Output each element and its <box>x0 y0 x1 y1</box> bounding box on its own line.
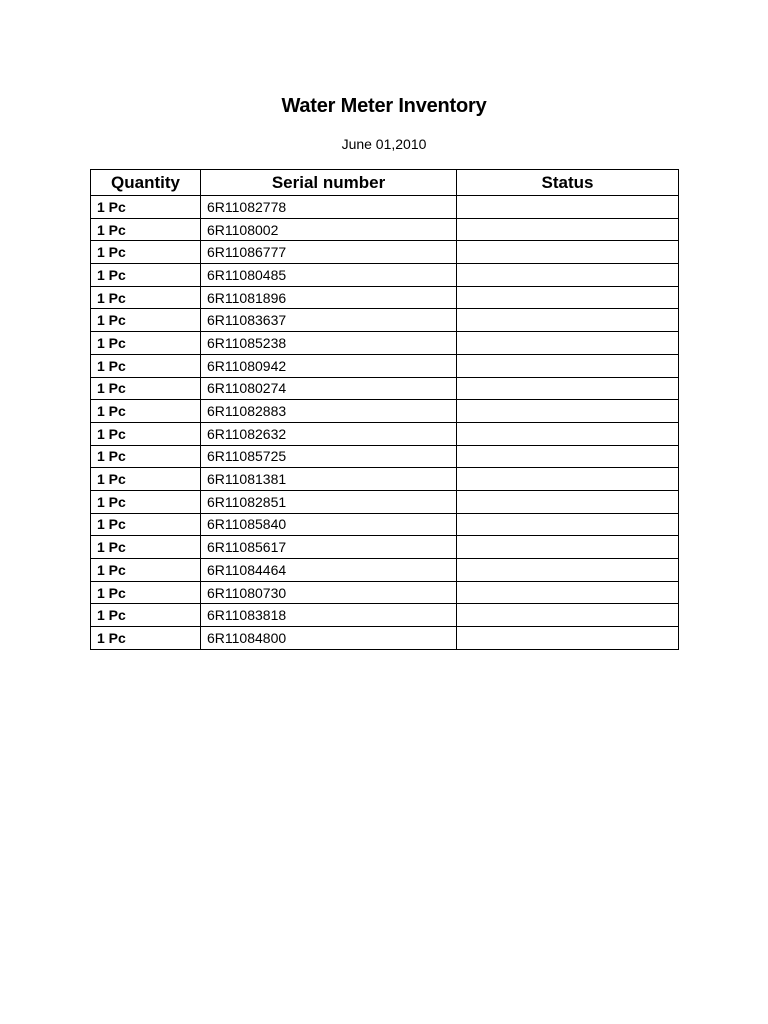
serial-number-cell: 6R11082851 <box>201 490 457 513</box>
table-row <box>91 422 679 445</box>
quantity-cell: 1 Pc <box>91 377 201 400</box>
column-header-status: Status <box>457 170 679 196</box>
table-row <box>91 604 679 627</box>
serial-number-cell: 6R11080485 <box>201 264 457 287</box>
status-cell <box>457 490 679 513</box>
document-date: June 01,2010 <box>341 136 427 152</box>
status-cell <box>457 264 679 287</box>
serial-number-cell: 6R11082778 <box>201 196 457 219</box>
serial-number-cell: 6R11082883 <box>201 400 457 423</box>
serial-number-cell: 6R11085840 <box>201 513 457 536</box>
serial-number-cell: 6R1108002 <box>201 218 457 241</box>
quantity-cell: 1 Pc <box>91 604 201 627</box>
serial-number-cell: 6R11083637 <box>201 309 457 332</box>
status-cell <box>457 422 679 445</box>
status-cell <box>457 536 679 559</box>
quantity-cell: 1 Pc <box>91 627 201 650</box>
table-row <box>91 627 679 650</box>
table-row <box>91 513 679 536</box>
serial-number-cell: 6R11085617 <box>201 536 457 559</box>
table-row <box>91 354 679 377</box>
quantity-cell: 1 Pc <box>91 332 201 355</box>
table-row <box>91 196 679 219</box>
quantity-cell: 1 Pc <box>91 559 201 582</box>
table-row <box>91 309 679 332</box>
table-row <box>91 536 679 559</box>
status-cell <box>457 627 679 650</box>
quantity-cell: 1 Pc <box>91 490 201 513</box>
table-row <box>91 264 679 287</box>
serial-number-cell: 6R11084464 <box>201 559 457 582</box>
quantity-cell: 1 Pc <box>91 422 201 445</box>
serial-number-cell: 6R11080942 <box>201 354 457 377</box>
quantity-cell: 1 Pc <box>91 536 201 559</box>
quantity-cell: 1 Pc <box>91 241 201 264</box>
status-cell <box>457 241 679 264</box>
inventory-table <box>90 169 679 650</box>
quantity-cell: 1 Pc <box>91 513 201 536</box>
serial-number-cell: 6R11081381 <box>201 468 457 491</box>
status-cell <box>457 559 679 582</box>
table-row <box>91 581 679 604</box>
status-cell <box>457 468 679 491</box>
serial-number-cell: 6R11085725 <box>201 445 457 468</box>
document-title: Water Meter Inventory <box>281 95 487 117</box>
serial-number-cell: 6R11084800 <box>201 627 457 650</box>
quantity-cell: 1 Pc <box>91 218 201 241</box>
column-header-quantity: Quantity <box>91 170 201 196</box>
table-row <box>91 445 679 468</box>
table-row <box>91 559 679 582</box>
column-header-serial-number: Serial number <box>201 170 457 196</box>
status-cell <box>457 309 679 332</box>
status-cell <box>457 354 679 377</box>
quantity-cell: 1 Pc <box>91 445 201 468</box>
quantity-cell: 1 Pc <box>91 400 201 423</box>
table-row <box>91 400 679 423</box>
status-cell <box>457 377 679 400</box>
quantity-cell: 1 Pc <box>91 309 201 332</box>
table-row <box>91 332 679 355</box>
status-cell <box>457 400 679 423</box>
table-row <box>91 218 679 241</box>
serial-number-cell: 6R11086777 <box>201 241 457 264</box>
table-row <box>91 286 679 309</box>
quantity-cell: 1 Pc <box>91 196 201 219</box>
status-cell <box>457 196 679 219</box>
quantity-cell: 1 Pc <box>91 354 201 377</box>
serial-number-cell: 6R11080274 <box>201 377 457 400</box>
table-row <box>91 468 679 491</box>
quantity-cell: 1 Pc <box>91 286 201 309</box>
serial-number-cell: 6R11083818 <box>201 604 457 627</box>
table-header-row <box>91 170 679 196</box>
quantity-cell: 1 Pc <box>91 468 201 491</box>
serial-number-cell: 6R11082632 <box>201 422 457 445</box>
status-cell <box>457 581 679 604</box>
status-cell <box>457 604 679 627</box>
quantity-cell: 1 Pc <box>91 581 201 604</box>
table-row <box>91 490 679 513</box>
serial-number-cell: 6R11080730 <box>201 581 457 604</box>
quantity-cell: 1 Pc <box>91 264 201 287</box>
status-cell <box>457 513 679 536</box>
status-cell <box>457 286 679 309</box>
serial-number-cell: 6R11085238 <box>201 332 457 355</box>
table-row <box>91 241 679 264</box>
table-row <box>91 377 679 400</box>
status-cell <box>457 445 679 468</box>
status-cell <box>457 218 679 241</box>
status-cell <box>457 332 679 355</box>
serial-number-cell: 6R11081896 <box>201 286 457 309</box>
